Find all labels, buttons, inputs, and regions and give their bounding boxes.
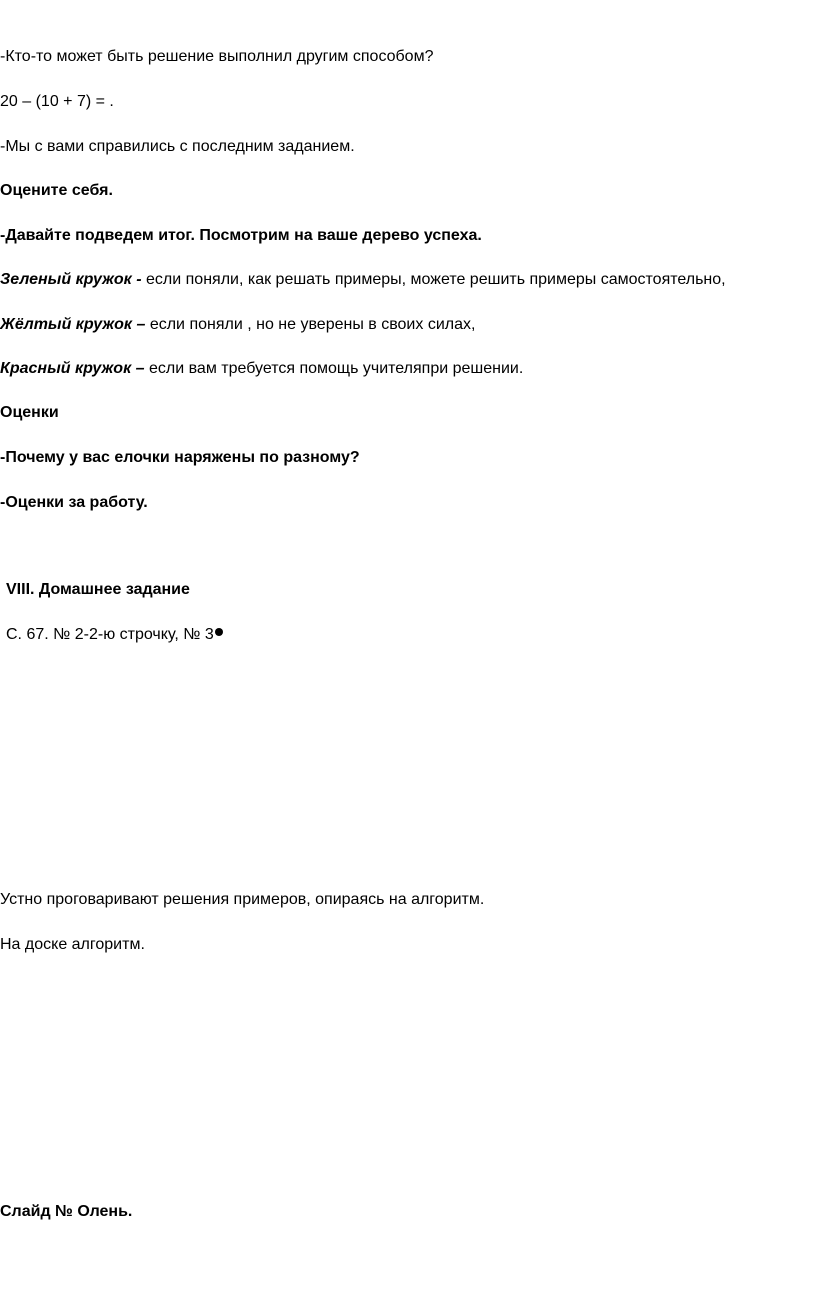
red-circle-text: если вам требуется помощь учителяпри решении. [144, 360, 524, 377]
yellow-circle-line [0, 315, 475, 335]
yellow-circle-label: Жёлтый кружок – [0, 316, 146, 333]
red-circle-label: Красный кружок – [0, 360, 145, 377]
grades-heading: Оценки [0, 404, 59, 421]
task-completed-text: -Мы с вами справились с последним заданием. [0, 138, 355, 155]
homework-heading: VIII. Домашнее задание [6, 581, 190, 598]
board-algorithm-text: На доске алгоритм. [0, 936, 145, 953]
question-other-method: -Кто-то может быть решение выполнил другим способом? [0, 48, 434, 65]
math-expression: 20 – (10 + 7) = . [0, 93, 114, 110]
self-assessment-heading: Оцените себя. [0, 182, 113, 199]
slide-deer-heading: Слайд № Олень. [0, 1203, 133, 1220]
green-circle-line [0, 270, 726, 290]
homework-text-line [6, 625, 223, 645]
homework-text: С. 67. № 2-2-ю строчку, № 3 [6, 626, 214, 643]
green-circle-text: если поняли, как решать примеры, можете решить примеры самостоятельно, [141, 271, 726, 288]
bullet-dot-icon [215, 628, 223, 636]
green-circle-label: Зеленый кружок - [0, 271, 142, 288]
red-circle-line [0, 359, 523, 379]
summary-heading: -Давайте подведем итог. Посмотрим на ваше дерево успеха. [0, 227, 482, 244]
work-grades: -Оценки за работу. [0, 494, 148, 511]
trees-question: -Почему у вас елочки наряжены по разному? [0, 449, 360, 466]
yellow-circle-text: если поняли , но не уверены в своих силах, [145, 316, 476, 333]
oral-solution-text: Устно проговаривают решения примеров, опираясь на алгоритм. [0, 891, 485, 908]
